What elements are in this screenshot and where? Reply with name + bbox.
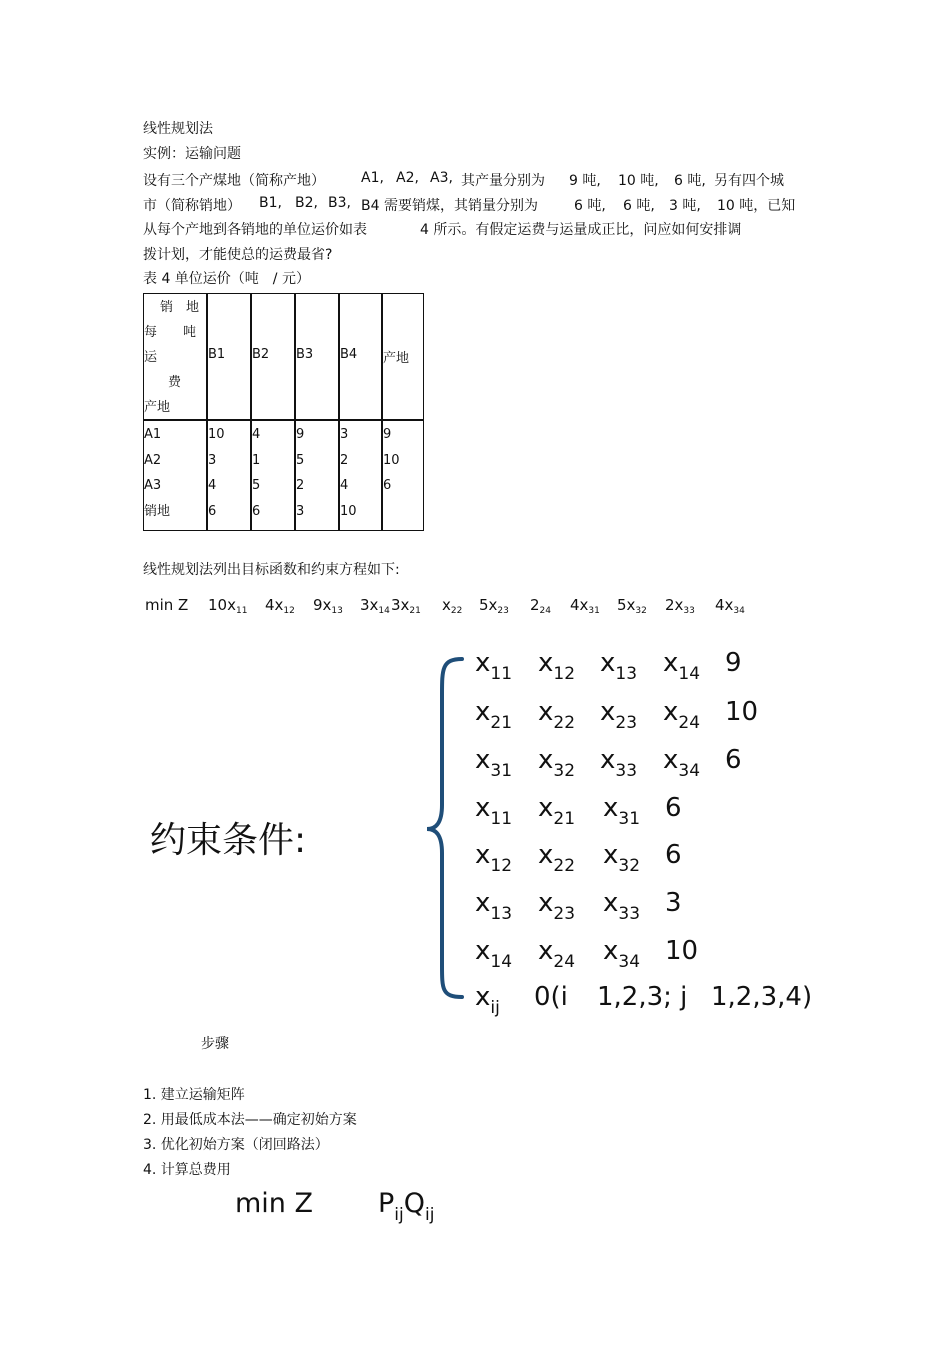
table-cell-value: 10 bbox=[208, 427, 225, 442]
table-cell-value: 6 bbox=[383, 478, 392, 493]
problem-text: 市（简称销地） bbox=[143, 198, 241, 214]
constraint-var: $x_{24}$ bbox=[538, 936, 576, 972]
problem-text: 4 所示。有假定运费与运量成正比，问应如何安排调 bbox=[420, 222, 742, 238]
constraint-rhs: 6 bbox=[725, 745, 742, 775]
objective-term: $2x_{33}$ bbox=[665, 596, 695, 616]
constraint-var: $x_{31}$ bbox=[603, 793, 641, 829]
problem-text: 3 吨, bbox=[669, 198, 701, 214]
objective-term: $3x_{21}$ bbox=[391, 596, 421, 616]
constraint-var: $x_{33}$ bbox=[600, 745, 638, 781]
problem-text: B3, bbox=[328, 195, 351, 211]
col-header: B3 bbox=[296, 347, 314, 362]
nonneg-var: $x_{ij}$ bbox=[475, 982, 500, 1018]
corner-label: 销 地 bbox=[160, 300, 200, 315]
table-column-b4 bbox=[340, 422, 357, 524]
constraint-var: $x_{22}$ bbox=[538, 697, 576, 733]
table-cell-value: 4 bbox=[208, 478, 217, 493]
constraint-var: $x_{22}$ bbox=[538, 840, 576, 876]
constraint-var: $x_{14}$ bbox=[663, 648, 701, 684]
objective-term: $2_{24}$ bbox=[530, 596, 551, 616]
objective-term: $5x_{32}$ bbox=[617, 596, 647, 616]
nonneg-part: 1,2,3; j bbox=[597, 982, 688, 1012]
problem-text: B4 需要销煤，其销量分别为 bbox=[361, 198, 538, 214]
constraint-var: $x_{32}$ bbox=[603, 840, 641, 876]
constraint-var: $x_{21}$ bbox=[475, 697, 513, 733]
col-header: B2 bbox=[252, 347, 270, 362]
objective-term: $x_{22}$ bbox=[442, 596, 463, 616]
table-cell-value: 3 bbox=[296, 503, 305, 519]
objective-term: $5x_{23}$ bbox=[479, 596, 509, 616]
objective-intro: 线性规划法列出目标函数和约束方程如下: bbox=[143, 562, 400, 578]
constraint-rhs: 6 bbox=[665, 840, 682, 870]
problem-text: 10 吨，已知 bbox=[717, 198, 796, 214]
constraint-var: $x_{14}$ bbox=[475, 936, 513, 972]
problem-text: 从每个产地到各销地的单位运价如表 bbox=[143, 222, 367, 238]
table-cell-value: A3 bbox=[144, 478, 162, 493]
table-cell-value: 3 bbox=[340, 427, 349, 442]
table-cell-value: 4 bbox=[252, 427, 261, 442]
table-cell-value: 2 bbox=[340, 452, 349, 468]
problem-text: 设有三个产煤地（简称产地） bbox=[143, 173, 325, 189]
constraint-var: $x_{34}$ bbox=[663, 745, 701, 781]
table-caption: 表 4 单位运价（吨 / 元） bbox=[143, 271, 310, 287]
table-cell-value: 10 bbox=[383, 452, 400, 468]
table-column-b2 bbox=[252, 422, 260, 524]
constraint-var: $x_{32}$ bbox=[538, 745, 576, 781]
problem-text: B1, bbox=[259, 195, 282, 211]
constraint-var: $x_{31}$ bbox=[475, 745, 513, 781]
corner-label: 运 bbox=[144, 350, 158, 365]
table-cell-value: 6 bbox=[252, 503, 261, 519]
table-cell-value: A1 bbox=[144, 427, 162, 442]
objective-term: $4x_{31}$ bbox=[570, 596, 600, 616]
constraint-rhs: 10 bbox=[725, 697, 759, 727]
table-cell-value: A2 bbox=[144, 452, 162, 468]
step-item: 4. 计算总费用 bbox=[143, 1162, 231, 1178]
table-cell-value: 10 bbox=[340, 503, 357, 519]
objective-term: $4x_{34}$ bbox=[715, 596, 745, 616]
constraint-var: $x_{33}$ bbox=[603, 888, 641, 924]
objective-term: $4x_{12}$ bbox=[265, 596, 295, 616]
constraint-var: $x_{12}$ bbox=[475, 840, 513, 876]
constraint-var: $x_{13}$ bbox=[600, 648, 638, 684]
problem-text: A1, bbox=[361, 170, 384, 186]
problem-text: 6 吨, bbox=[674, 173, 706, 189]
table-cell-value: 9 bbox=[296, 427, 305, 442]
objective-term: $3x_{14}$ bbox=[360, 596, 390, 616]
constraint-var: $x_{23}$ bbox=[538, 888, 576, 924]
problem-text: A3, bbox=[430, 170, 453, 186]
table-cell-value: 1 bbox=[252, 452, 261, 468]
example-heading: 实例：运输问题 bbox=[143, 146, 241, 162]
constraint-var: $x_{11}$ bbox=[475, 648, 513, 684]
step-item: 2. 用最低成本法——确定初始方案 bbox=[143, 1112, 357, 1128]
problem-text: 另有四个城 bbox=[714, 173, 784, 189]
page-title: 线性规划法 bbox=[143, 121, 213, 137]
objective-term: $10x_{11}$ bbox=[208, 596, 248, 616]
problem-text: 9 吨, bbox=[569, 173, 601, 189]
corner-label: 每 吨 bbox=[144, 325, 197, 340]
corner-label: 费 bbox=[168, 375, 182, 390]
constraint-rhs: 3 bbox=[665, 888, 682, 918]
table-cell-value bbox=[383, 499, 400, 525]
constraint-rhs: 6 bbox=[665, 793, 682, 823]
table-cell-value: 4 bbox=[340, 478, 349, 493]
constraint-var: $x_{21}$ bbox=[538, 793, 576, 829]
table-column-b1 bbox=[208, 422, 225, 524]
total-formula-left: min Z bbox=[235, 1188, 313, 1219]
constraint-var: $x_{34}$ bbox=[603, 936, 641, 972]
step-item: 3. 优化初始方案（闭回路法） bbox=[143, 1137, 329, 1153]
constraint-var: $x_{24}$ bbox=[663, 697, 701, 733]
constraint-rhs: 10 bbox=[665, 936, 699, 966]
col-header: B4 bbox=[340, 347, 358, 362]
table-cell-value: 5 bbox=[296, 452, 305, 468]
left-brace bbox=[422, 655, 466, 1000]
col-header: 产地 bbox=[383, 351, 410, 366]
table-column-origins bbox=[144, 422, 170, 524]
problem-text: 6 吨, bbox=[574, 198, 606, 214]
problem-text: A2, bbox=[396, 170, 419, 186]
constraints-label: 约束条件: bbox=[150, 820, 307, 861]
table-column-b3 bbox=[296, 422, 304, 524]
objective-term: $9x_{13}$ bbox=[313, 596, 343, 616]
steps-title: 步骤 bbox=[201, 1036, 229, 1052]
nonneg-part: 1,2,3,4) bbox=[711, 982, 813, 1012]
constraint-var: $x_{12}$ bbox=[538, 648, 576, 684]
objective-prefix: min Z bbox=[145, 596, 189, 614]
step-item: 1. 建立运输矩阵 bbox=[143, 1087, 245, 1103]
problem-text: 其产量分别为 bbox=[461, 173, 545, 189]
problem-text: 拨计划，才能使总的运费最省? bbox=[143, 247, 333, 263]
col-header: B1 bbox=[208, 347, 226, 362]
table-cell-value: 6 bbox=[208, 503, 217, 519]
constraint-var: $x_{11}$ bbox=[475, 793, 513, 829]
total-formula-right: $P_{ij}Q_{ij}$ bbox=[378, 1188, 435, 1225]
table-cell-value: 2 bbox=[296, 478, 305, 493]
nonneg-part: 0(i bbox=[534, 982, 568, 1012]
constraint-var: $x_{13}$ bbox=[475, 888, 513, 924]
corner-label: 产地 bbox=[144, 400, 171, 415]
table-cell-value: 9 bbox=[383, 427, 392, 442]
table-cell-value: 3 bbox=[208, 452, 217, 468]
problem-text: 6 吨, bbox=[623, 198, 655, 214]
table-cell-value: 销地 bbox=[144, 503, 171, 519]
constraint-rhs: 9 bbox=[725, 648, 742, 678]
table-cell-value: 5 bbox=[252, 478, 261, 493]
table-column-supply bbox=[383, 422, 400, 524]
constraint-var: $x_{23}$ bbox=[600, 697, 638, 733]
problem-text: B2, bbox=[295, 195, 318, 211]
problem-text: 10 吨, bbox=[618, 173, 659, 189]
